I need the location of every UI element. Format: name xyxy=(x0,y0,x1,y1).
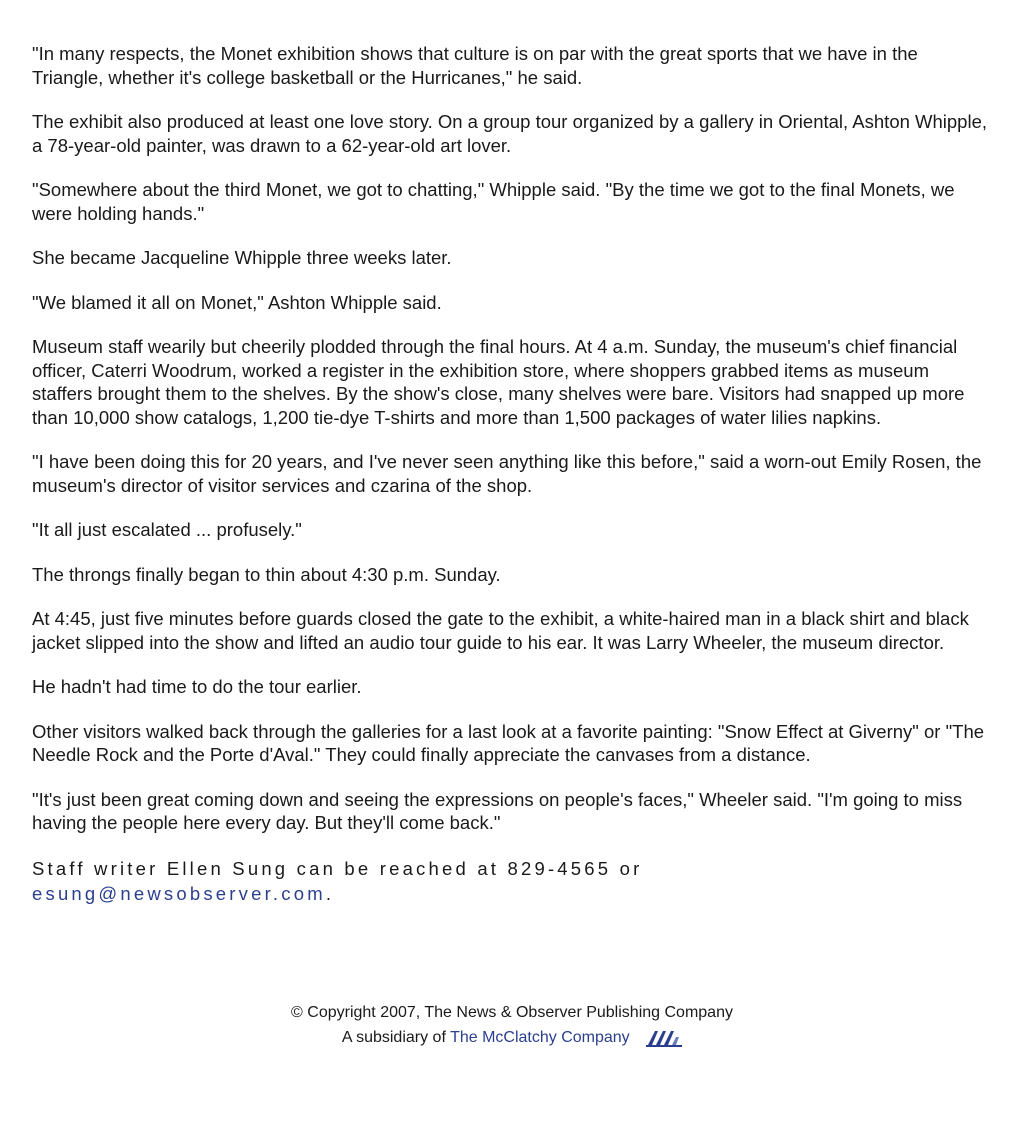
article-paragraph: He hadn't had time to do the tour earlier. xyxy=(32,676,362,697)
mcclatchy-link[interactable]: The McClatchy Company xyxy=(450,1029,630,1046)
article-paragraph: "Somewhere about the third Monet, we got to chatting," Whipple said. "By the time we got to the final Monets, we were holding hands." xyxy=(32,179,955,224)
page-footer xyxy=(0,1000,1024,1050)
article-paragraph: "I have been doing this for 20 years, and I've never seen anything like this before," said a worn-out Emily Rosen, the museum's director of visitor services and czarina of the shop. xyxy=(32,451,982,496)
article-paragraph: At 4:45, just five minutes before guards closed the gate to the exhibit, a white-haired man in a black shirt and black jacket slipped into the show and lifted an audio tour guide to his ear. It was Larry Wheeler, the museum director. xyxy=(32,608,969,653)
article-paragraph: Museum staff wearily but cheerily plodded through the final hours. At 4 a.m. Sunday, the museum's chief financial officer, Caterri Woodrum, worked a register in the exhibition store, where shoppers grabbed items as museum staffers brought them to the shelves. By the show's close, many shelves were bare. Visitors had snapped up more than 10,000 show catalogs, 1,200 tie-dye T-shirts and more than 1,500 packages of water lilies napkins. xyxy=(32,336,965,428)
article-paragraph: "It all just escalated ... profusely." xyxy=(32,519,302,540)
article-paragraph: The exhibit also produced at least one love story. On a group tour organized by a gallery in Oriental, Ashton Whipple, a 78-year-old painter, was drawn to a 62-year-old art lover. xyxy=(32,111,988,156)
byline-period: . xyxy=(325,882,335,904)
article-body xyxy=(32,42,992,906)
author-email-link[interactable]: esung@newsobserver.com xyxy=(32,882,326,904)
article-paragraph: "We blamed it all on Monet," Ashton Whipple said. xyxy=(32,291,442,313)
article-paragraph: Other visitors walked back through the galleries for a last look at a favorite painting: "Snow Effect at Giverny" or "The Needle Rock and the Porte d'Aval." They could finally appreciate the canvases from a distance. xyxy=(32,720,985,765)
subsidiary-line xyxy=(0,1025,1024,1050)
article-paragraph: "In many respects, the Monet exhibition shows that culture is on par with the great sports that we have in the Triangle, whether it's college basketball or the Hurricanes," he said. xyxy=(32,43,918,88)
subsidiary-prefix: A subsidiary of xyxy=(341,1029,446,1046)
article-paragraph: The throngs finally began to thin about 4:30 p.m. Sunday. xyxy=(32,563,501,585)
byline-text: Staff writer Ellen Sung can be reached at 829-4565 or xyxy=(32,857,643,879)
author-byline xyxy=(32,856,992,906)
article-paragraph: "It's just been great coming down and seeing the expressions on people's faces," Wheeler said. "I'm going to miss having the people here every day. But they'll come back." xyxy=(32,788,963,833)
mcclatchy-logo-icon xyxy=(646,1028,682,1048)
article-paragraph: She became Jacqueline Whipple three weeks later. xyxy=(32,247,452,268)
copyright-notice: © Copyright 2007, The News & Observer Publishing Company xyxy=(291,1004,733,1021)
